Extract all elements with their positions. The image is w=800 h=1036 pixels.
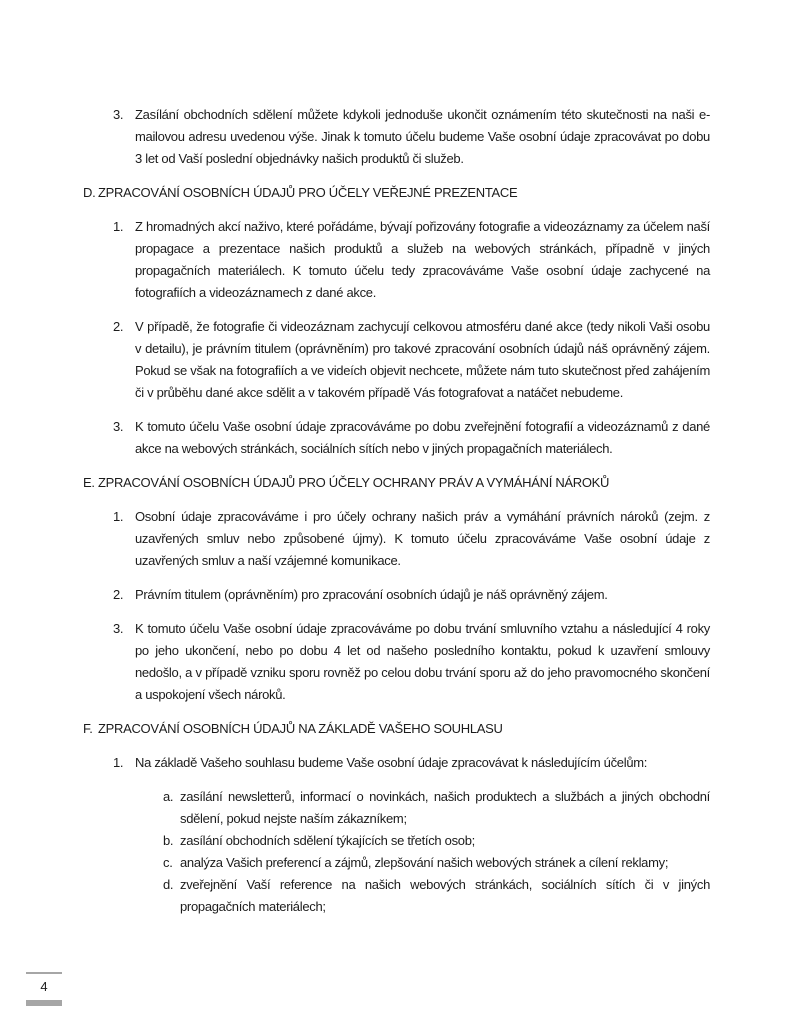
list-item-marker: 3. [113, 621, 124, 636]
list-item-text: Na základě Vašeho souhlasu budeme Vaše osobní údaje zpracovávat k následujícím účelům: [135, 755, 648, 770]
section-heading-d [0, 182, 710, 204]
list-item-text: Z hromadných akcí naživo, které pořádáme, bývají pořizovány fotografie a videozáznamy za účelem naší propagace a prezentace našich produktů a služeb na webových stránkách, případně v jiných propagačních materiálech. K tomuto účelu tedy zpracováváme Vaše osobní údaje zachycené na fotografiích a videozáznamech z dané akce. [135, 219, 710, 300]
list-item-marker: 3. [113, 419, 124, 434]
list-item [0, 618, 710, 706]
list-item [0, 316, 710, 404]
list-item-text: Osobní údaje zpracováváme i pro účely ochrany našich práv a vymáhání právních nároků (zejm. z uzavřených smluv nebo způsobené újmy). K tomuto účelu zpracováváme Vaše osobní údaje z uzavřených smluv a naší vzájemné komunikace. [135, 509, 710, 568]
page-footer [26, 972, 62, 1006]
list-item-text: K tomuto účelu Vaše osobní údaje zpracováváme po dobu zveřejnění fotografií a videozáznamů z dané akce na webových stránkách, sociálních sítích nebo v jiných propagačních materiálech. [135, 419, 710, 456]
sub-list-item [0, 786, 710, 830]
sub-list-item-marker: a. [163, 789, 174, 804]
document-content [0, 104, 800, 918]
list-item [0, 104, 710, 170]
section-letter: D. [83, 185, 96, 200]
section-title: ZPRACOVÁNÍ OSOBNÍCH ÚDAJŮ NA ZÁKLADĚ VAŠEHO SOUHLASU [98, 721, 503, 736]
sub-list-item-text: analýza Vašich preferencí a zájmů, zlepšování našich webových stránek a cílení reklamy; [180, 855, 669, 870]
list-item-text: K tomuto účelu Vaše osobní údaje zpracováváme po dobu trvání smluvního vztahu a následující 4 roky po jeho ukončení, nebo po dobu 4 let od našeho posledního kontaktu, pokud k uzavření smlouvy nedošlo, a v případě vzniku sporu rovněž po celou dobu trvání sporu až do jeho pravomocného skončení a uspokojení všech nároků. [135, 621, 710, 702]
sub-list-item-text: zveřejnění Vaší reference na našich webových stránkách, sociálních sítích či v jiných propagačních materiálech; [180, 877, 710, 914]
list-item [0, 216, 710, 304]
sub-list-item-text: zasílání obchodních sdělení týkajících se třetích osob; [180, 833, 475, 848]
list-item-marker: 2. [113, 319, 124, 334]
sub-list-item-text: zasílání newsletterů, informací o novinkách, našich produktech a službách a jiných obchodní sdělení, pokud nejste naším zákazníkem; [180, 789, 710, 826]
list-item-marker: 3. [113, 107, 124, 122]
section-letter: F. [83, 721, 93, 736]
list-item [0, 506, 710, 572]
list-item-text: V případě, že fotografie či videozáznam zachycují celkovou atmosféru dané akce (tedy nikoli Vaši osobu v detailu), je právním titulem (oprávněním) pro takové zpracování osobních údajů náš oprávněný zájem. Pokud se však na fotografiích a ve videích objevit nechcete, můžete nám tuto skutečnost před zahájením či v průběhu dané akce sdělit a v takovém případě Vás fotografovat a natáčet nebudeme. [135, 319, 710, 400]
list-item [0, 752, 710, 774]
sub-list-item-marker: b. [163, 833, 174, 848]
section-title: ZPRACOVÁNÍ OSOBNÍCH ÚDAJŮ PRO ÚČELY OCHRANY PRÁV A VYMÁHÁNÍ NÁROKŮ [98, 475, 610, 490]
section-heading-f [0, 718, 710, 740]
sub-list-item-marker: d. [163, 877, 174, 892]
list-item [0, 584, 710, 606]
list-item [0, 416, 710, 460]
list-item-marker: 2. [113, 587, 124, 602]
list-item-marker: 1. [113, 755, 124, 770]
section-letter: E. [83, 475, 95, 490]
sub-list-item [0, 852, 710, 874]
sub-list-item [0, 830, 710, 852]
list-item-marker: 1. [113, 509, 124, 524]
page-number: 4 [40, 979, 48, 994]
section-heading-e [0, 472, 710, 494]
sub-list-item [0, 874, 710, 918]
list-item-marker: 1. [113, 219, 124, 234]
list-item-text: Právním titulem (oprávněním) pro zpracování osobních údajů je náš oprávněný zájem. [135, 587, 608, 602]
sub-list-item-marker: c. [163, 855, 173, 870]
list-item-text: Zasílání obchodních sdělení můžete kdykoli jednoduše ukončit oznámením této skutečnosti na naši e-mailovou adresu uvedenou výše. Jinak k tomuto účelu budeme Vaše osobní údaje zpracovávat po dobu 3 let od Vaší poslední objednávky našich produktů či služeb. [135, 107, 710, 166]
section-title: ZPRACOVÁNÍ OSOBNÍCH ÚDAJŮ PRO ÚČELY VEŘEJNÉ PREZENTACE [98, 185, 518, 200]
footer-bottom-rule [26, 1000, 62, 1006]
